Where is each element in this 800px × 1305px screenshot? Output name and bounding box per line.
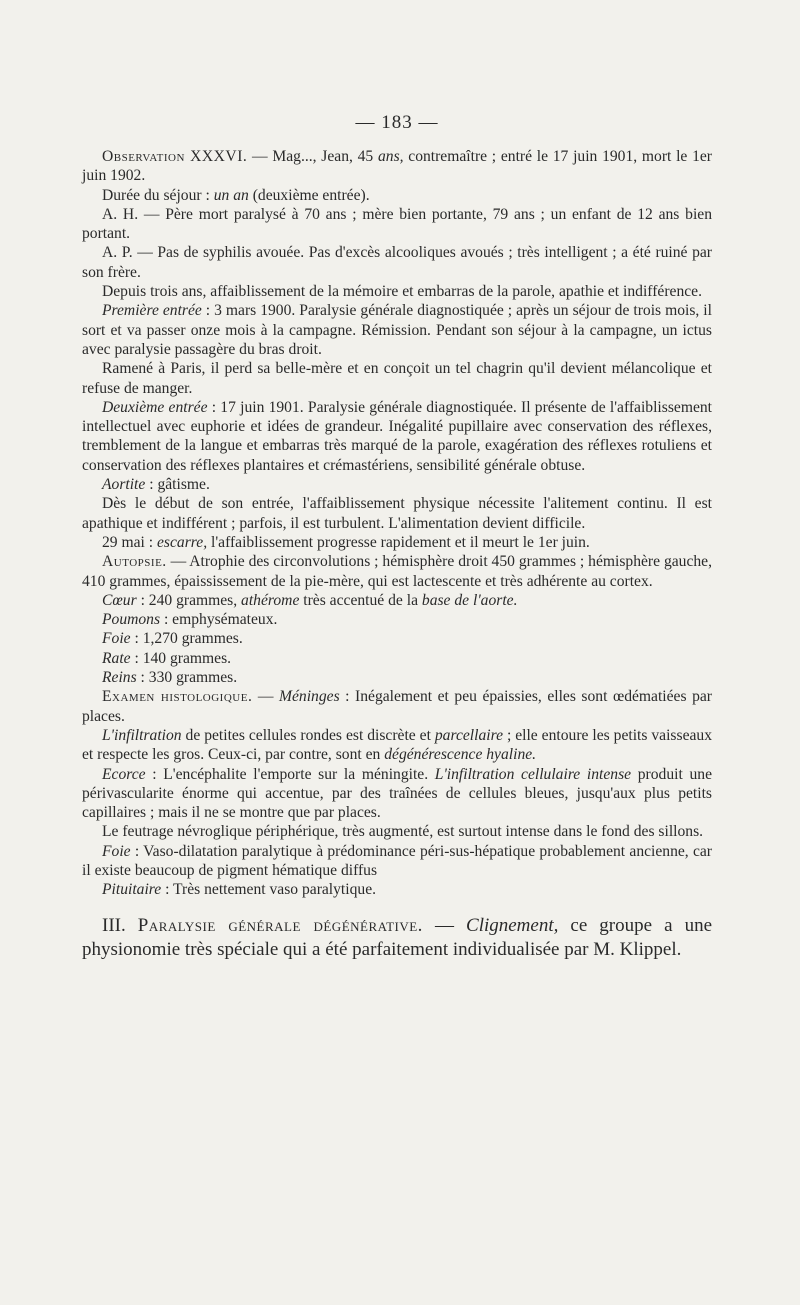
section-title: Paralysie générale dégénérative. <box>137 914 423 936</box>
paragraph: A. P. — Pas de syphilis avouée. Pas d'excès alcooliques avoués ; très intelligent ; a été ruiné par son frère. <box>82 244 712 281</box>
paragraph: Foie : 1,270 grammes. <box>102 630 243 648</box>
paragraph: Poumons : emphysémateux. <box>102 611 278 629</box>
section-heading-paragraph <box>82 914 712 962</box>
paragraph: Le feutrage névroglique périphérique, très augmenté, est surtout intense dans le fond des sillons. <box>102 823 704 841</box>
paragraph-section: III. Paralysie générale dégénérative. — Clignement, ce groupe a une physionomie très spéciale qui a été parfaitement individualisée par M. Klippel. <box>82 914 712 960</box>
paragraph: Depuis trois ans, affaiblissement de la mémoire et embarras de la parole, apathie et indifférence. <box>102 283 702 301</box>
observation-label: Observation XXXVI. <box>102 148 248 165</box>
paragraph: Pituitaire : Très nettement vaso paralytique. <box>102 881 377 899</box>
paragraph: Cœur : 240 grammes, athérome très accentué de la base de l'aorte. <box>102 591 518 609</box>
observation-text <box>82 147 712 900</box>
paragraph: Ramené à Paris, il perd sa belle-mère et en conçoit un tel chagrin qu'il devient mélancolique et refuse de manger. <box>82 360 712 397</box>
paragraph: Rate : 140 grammes. <box>102 649 232 667</box>
paragraph: 29 mai : escarre, l'affaiblissement progresse rapidement et il meurt le 1er juin. <box>102 533 590 551</box>
paragraph: Deuxième entrée : 17 juin 1901. Paralysie générale diagnostiquée. Il présente de l'affaiblissement intellectuel avec euphorie et idées de grandeur. Inégalité pupillaire avec conservation des réflexes, tremblement de la langue et embarras très marqué de la parole, exagération des réflexes rotuliens et conservation des réflexes plantaires et crémastériens, sensibilité générale obtuse. <box>82 398 712 474</box>
paragraph: Foie : Vaso-dilatation paralytique à prédominance péri-sus-hépatique probablement ancienne, car il existe beaucoup de pigment hématique diffus <box>82 842 712 879</box>
paragraph-observation-header: Observation XXXVI. — Mag..., Jean, 45 ans, contremaître ; entré le 17 juin 1901, mort le 1er juin 1902. <box>82 148 713 185</box>
paragraph: Aortite : gâtisme. <box>102 476 210 494</box>
paragraph-autopsie: Autopsie. — Atrophie des circonvolutions ; hémisphère droit 450 grammes ; hémisphère gauche, 410 grammes, épaississement de la pie-mère, qui est lactescente et très adhérente au cortex. <box>82 553 712 590</box>
paragraph: Ecorce : L'encéphalite l'emporte sur la méningite. L'infiltration cellulaire intense produit une périvascularite énorme qui accentue, par des traînées de cellules bleues, jusqu'aux plus petits capillaires ; mais il ne se montre que par places. <box>82 765 712 822</box>
paragraph-examen: Examen histologique. — Méninges : Inégalement et peu épaissies, elles sont œdématiées par places. <box>82 688 712 725</box>
paragraph: L'infiltration de petites cellules rondes est discrète et parcellaire ; elle entoure les petits vaisseaux et respecte les gros. Ceux-ci, par contre, sont en dégénérescence hyaline. <box>82 726 713 764</box>
paragraph: Reins : 330 grammes. <box>102 669 238 687</box>
paragraph: Première entrée : 3 mars 1900. Paralysie générale diagnostiquée ; après un séjour de trois mois, il sort et va passer onze mois à la campagne. Rémission. Pendant son séjour à la campagne, un ictus avec paralysie passagère du bras droit. <box>82 302 712 358</box>
page-number: — 183 — <box>355 112 439 133</box>
paragraph: A. H. — Père mort paralysé à 70 ans ; mère bien portante, 79 ans ; un enfant de 12 ans bien portant. <box>82 205 712 243</box>
paragraph: Dès le début de son entrée, l'affaiblissement physique nécessite l'alitement continu. Il est apathique et indifférent ; parfois, il est turbulent. L'alimentation devient difficile. <box>82 495 712 532</box>
paragraph: Durée du séjour : un an (deuxième entrée). <box>102 186 370 204</box>
